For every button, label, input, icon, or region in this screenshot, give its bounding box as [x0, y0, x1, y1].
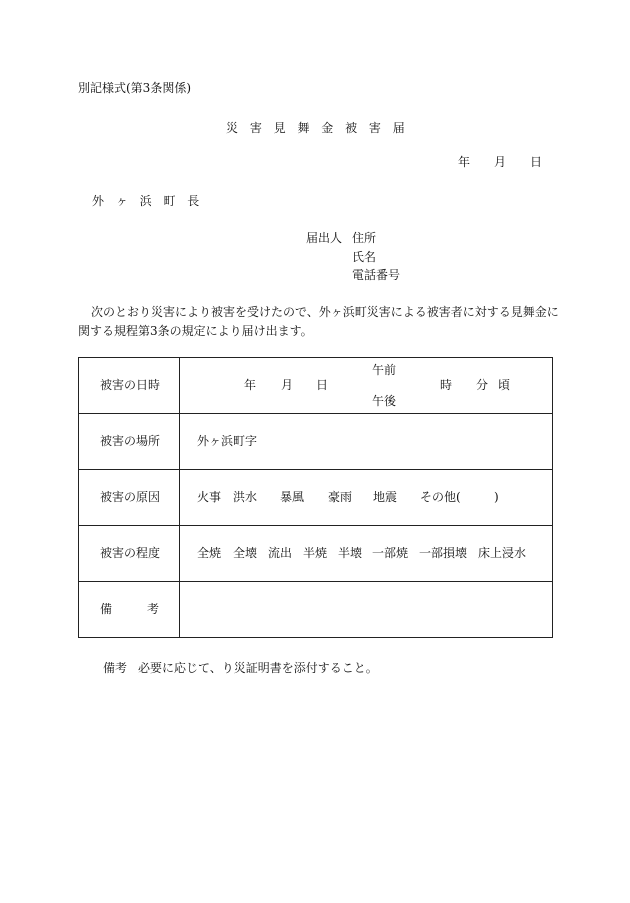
place-value-cell[interactable] — [180, 414, 553, 470]
date-month: 月 — [494, 155, 507, 169]
datetime-am: 午前 — [372, 363, 397, 377]
row-cause — [79, 470, 553, 526]
cause-option-heavy-rain[interactable]: 豪雨 — [328, 490, 353, 504]
datetime-value-cell[interactable] — [180, 358, 553, 414]
datetime-month: 月 — [281, 378, 294, 392]
remarks-label-b: 考 — [147, 602, 160, 616]
cause-option-other[interactable]: その他( — [420, 490, 461, 504]
intro-line-2: 関する規程第3条の規定により届け出ます。 — [78, 324, 313, 338]
form-reference: 別記様式(第3条関係) — [78, 81, 191, 95]
damage-report-table — [78, 357, 553, 638]
remarks-label-a: 備 — [100, 602, 113, 616]
intro-line-1: 次のとおり災害により被害を受けたので、外ヶ浜町災害による被害者に対する見舞金に — [91, 305, 559, 319]
applicant-label: 届出人 — [306, 231, 343, 245]
extent-option-washed-away[interactable]: 流出 — [268, 546, 293, 560]
datetime-label-cell — [79, 358, 180, 414]
applicant-name-label: 氏名 — [352, 250, 377, 264]
datetime-label: 被害の日時 — [100, 378, 161, 392]
applicant-phone-label: 電話番号 — [352, 268, 401, 282]
datetime-year: 年 — [244, 378, 257, 392]
extent-option-above-floor-flood[interactable]: 床上浸水 — [478, 546, 527, 560]
extent-label-cell — [79, 526, 180, 582]
extent-value-cell[interactable] — [180, 526, 553, 582]
remarks-label-cell — [79, 582, 180, 638]
row-extent — [79, 526, 553, 582]
cause-label: 被害の原因 — [100, 490, 161, 504]
extent-option-total-burn[interactable]: 全焼 — [197, 546, 222, 560]
extent-option-partial-damage[interactable]: 一部損壊 — [419, 546, 468, 560]
extent-option-total-collapse[interactable]: 全壊 — [233, 546, 258, 560]
cause-option-storm[interactable]: 暴風 — [280, 490, 305, 504]
extent-label: 被害の程度 — [100, 546, 161, 560]
cause-option-fire[interactable]: 火事 — [197, 490, 222, 504]
cause-label-cell — [79, 470, 180, 526]
remarks-value-cell[interactable] — [180, 582, 553, 638]
row-remarks — [79, 582, 553, 638]
document-title: 災 害 見 舞 金 被 害 届 — [226, 121, 409, 135]
date-day: 日 — [530, 155, 543, 169]
datetime-day: 日 — [316, 378, 329, 392]
date-year: 年 — [458, 155, 471, 169]
datetime-hour: 時 — [440, 378, 453, 392]
applicant-address-label: 住所 — [352, 231, 377, 245]
datetime-approx: 頃 — [498, 378, 511, 392]
note-label: 備考 — [103, 661, 128, 675]
cause-option-flood[interactable]: 洪水 — [233, 490, 258, 504]
row-place — [79, 414, 553, 470]
note-text: 必要に応じて、り災証明書を添付すること。 — [138, 661, 378, 675]
addressee: 外 ヶ 浜 町 長 — [92, 194, 204, 208]
cause-option-earthquake[interactable]: 地震 — [373, 490, 398, 504]
cause-value-cell[interactable] — [180, 470, 553, 526]
extent-option-half-burn[interactable]: 半焼 — [303, 546, 328, 560]
place-label: 被害の場所 — [100, 434, 161, 448]
datetime-minute: 分 — [476, 378, 489, 392]
extent-option-partial-burn[interactable]: 一部焼 — [372, 546, 409, 560]
row-datetime — [79, 358, 553, 414]
place-label-cell — [79, 414, 180, 470]
place-value: 外ヶ浜町字 — [197, 434, 258, 448]
cause-option-other-close: ) — [494, 490, 499, 504]
extent-option-half-collapse[interactable]: 半壊 — [338, 546, 363, 560]
datetime-pm: 午後 — [372, 394, 397, 408]
